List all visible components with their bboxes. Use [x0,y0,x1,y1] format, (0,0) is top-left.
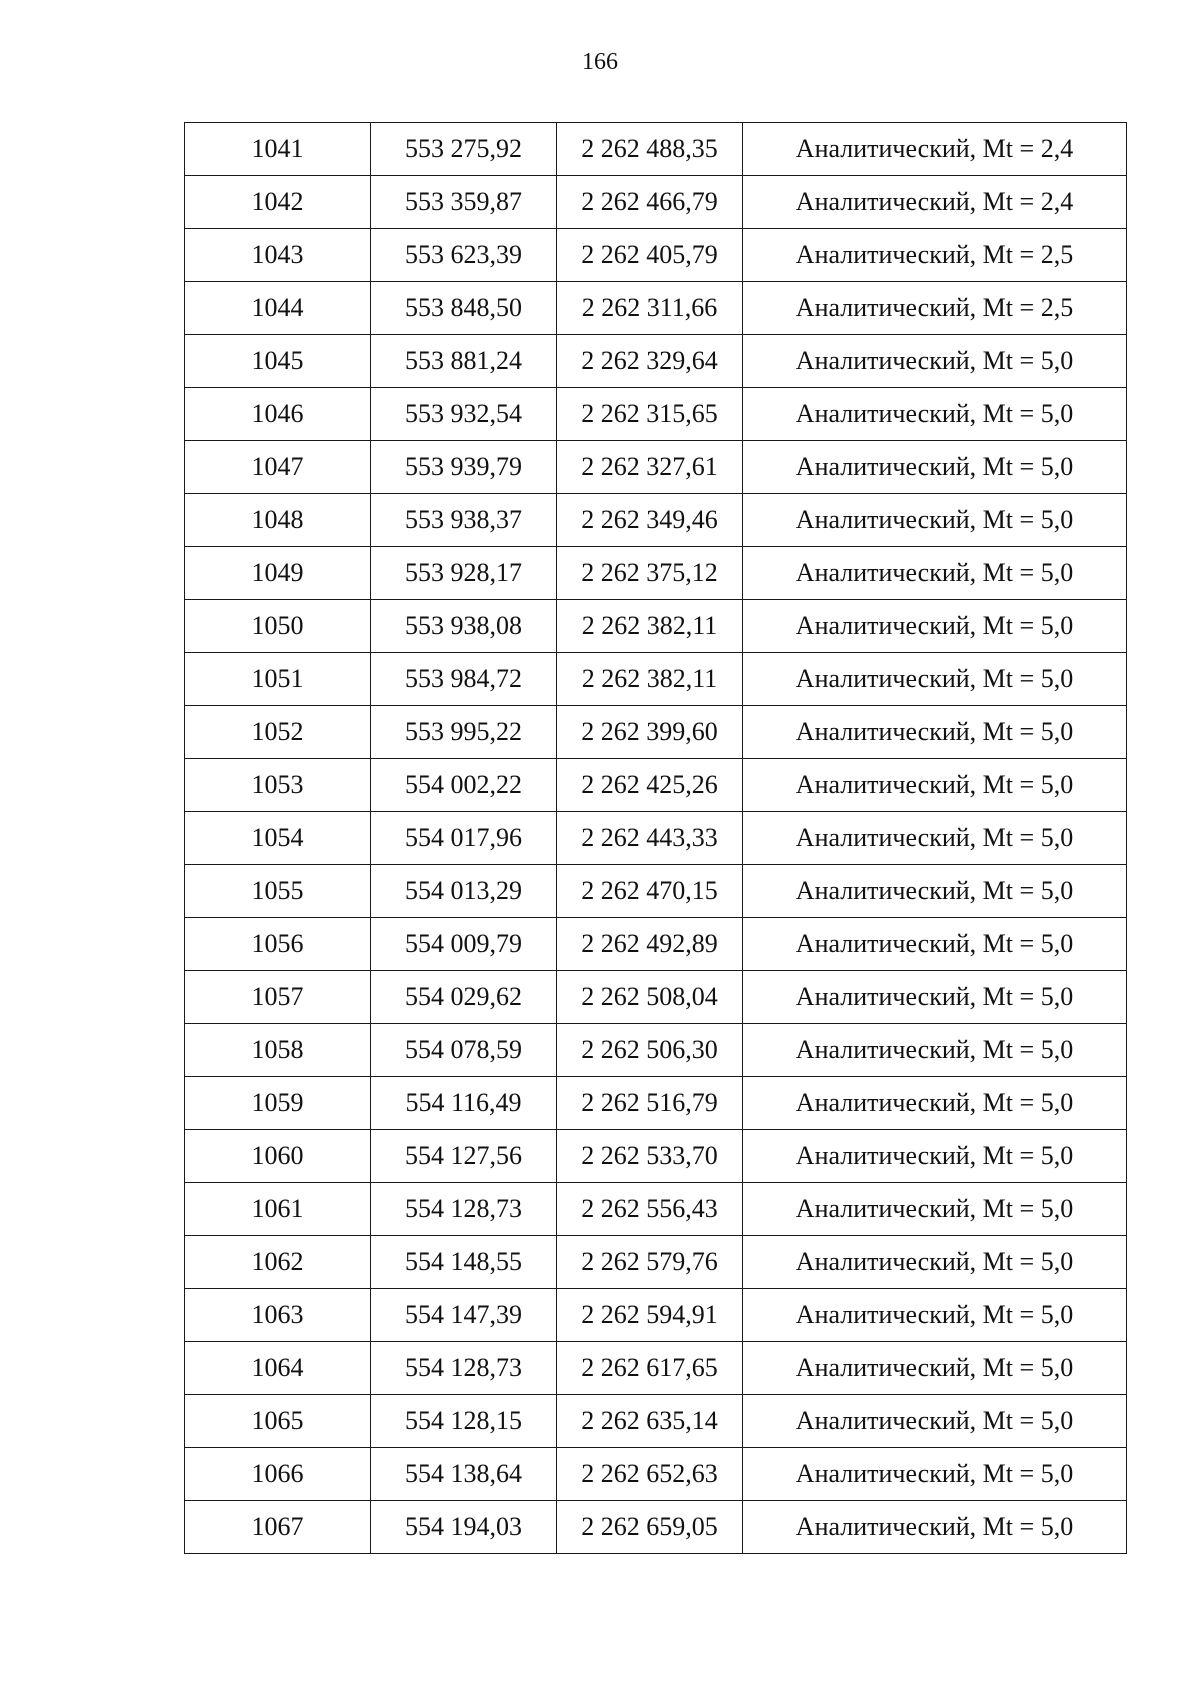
point-number-cell: 1050 [185,600,371,653]
method-cell: Аналитический, Mt = 5,0 [743,759,1127,812]
table-row [185,865,1127,918]
point-number-cell: 1064 [185,1342,371,1395]
y-coordinate-cell: 2 262 617,65 [557,1342,743,1395]
method-cell: Аналитический, Mt = 5,0 [743,1342,1127,1395]
method-cell: Аналитический, Mt = 5,0 [743,1077,1127,1130]
table-row [185,759,1127,812]
method-cell: Аналитический, Mt = 5,0 [743,706,1127,759]
method-cell: Аналитический, Mt = 5,0 [743,971,1127,1024]
point-number-cell: 1056 [185,918,371,971]
x-coordinate-cell: 554 078,59 [371,1024,557,1077]
point-number-cell: 1060 [185,1130,371,1183]
y-coordinate-cell: 2 262 443,33 [557,812,743,865]
point-number-cell: 1055 [185,865,371,918]
x-coordinate-cell: 553 995,22 [371,706,557,759]
y-coordinate-cell: 2 262 470,15 [557,865,743,918]
y-coordinate-cell: 2 262 516,79 [557,1077,743,1130]
method-cell: Аналитический, Mt = 5,0 [743,1289,1127,1342]
point-number-cell: 1059 [185,1077,371,1130]
y-coordinate-cell: 2 262 375,12 [557,547,743,600]
table-row [185,441,1127,494]
y-coordinate-cell: 2 262 556,43 [557,1183,743,1236]
x-coordinate-cell: 554 013,29 [371,865,557,918]
method-cell: Аналитический, Mt = 5,0 [743,1236,1127,1289]
table-row [185,1024,1127,1077]
method-cell: Аналитический, Mt = 5,0 [743,1183,1127,1236]
point-number-cell: 1065 [185,1395,371,1448]
y-coordinate-cell: 2 262 382,11 [557,600,743,653]
method-cell: Аналитический, Mt = 2,5 [743,229,1127,282]
point-number-cell: 1048 [185,494,371,547]
table-row [185,335,1127,388]
y-coordinate-cell: 2 262 382,11 [557,653,743,706]
method-cell: Аналитический, Mt = 5,0 [743,1130,1127,1183]
point-number-cell: 1052 [185,706,371,759]
table-row [185,1501,1127,1554]
x-coordinate-cell: 553 938,08 [371,600,557,653]
x-coordinate-cell: 553 938,37 [371,494,557,547]
table-row [185,812,1127,865]
point-number-cell: 1061 [185,1183,371,1236]
y-coordinate-cell: 2 262 329,64 [557,335,743,388]
point-number-cell: 1042 [185,176,371,229]
point-number-cell: 1041 [185,123,371,176]
method-cell: Аналитический, Mt = 2,4 [743,176,1127,229]
table-row [185,123,1127,176]
point-number-cell: 1053 [185,759,371,812]
y-coordinate-cell: 2 262 508,04 [557,971,743,1024]
y-coordinate-cell: 2 262 652,63 [557,1448,743,1501]
x-coordinate-cell: 553 984,72 [371,653,557,706]
point-number-cell: 1054 [185,812,371,865]
table-row [185,229,1127,282]
y-coordinate-cell: 2 262 399,60 [557,706,743,759]
table-row [185,918,1127,971]
y-coordinate-cell: 2 262 659,05 [557,1501,743,1554]
y-coordinate-cell: 2 262 506,30 [557,1024,743,1077]
y-coordinate-cell: 2 262 533,70 [557,1130,743,1183]
point-number-cell: 1047 [185,441,371,494]
method-cell: Аналитический, Mt = 5,0 [743,1501,1127,1554]
y-coordinate-cell: 2 262 492,89 [557,918,743,971]
method-cell: Аналитический, Mt = 5,0 [743,653,1127,706]
coordinates-table [184,122,1127,1554]
table-row [185,1236,1127,1289]
method-cell: Аналитический, Mt = 5,0 [743,1024,1127,1077]
x-coordinate-cell: 553 275,92 [371,123,557,176]
table-row [185,706,1127,759]
x-coordinate-cell: 554 138,64 [371,1448,557,1501]
x-coordinate-cell: 554 128,15 [371,1395,557,1448]
y-coordinate-cell: 2 262 315,65 [557,388,743,441]
table-row [185,1342,1127,1395]
table-row [185,1395,1127,1448]
x-coordinate-cell: 553 932,54 [371,388,557,441]
x-coordinate-cell: 553 939,79 [371,441,557,494]
x-coordinate-cell: 554 194,03 [371,1501,557,1554]
x-coordinate-cell: 554 127,56 [371,1130,557,1183]
x-coordinate-cell: 554 128,73 [371,1183,557,1236]
point-number-cell: 1057 [185,971,371,1024]
method-cell: Аналитический, Mt = 5,0 [743,918,1127,971]
x-coordinate-cell: 553 881,24 [371,335,557,388]
y-coordinate-cell: 2 262 349,46 [557,494,743,547]
y-coordinate-cell: 2 262 594,91 [557,1289,743,1342]
point-number-cell: 1058 [185,1024,371,1077]
x-coordinate-cell: 553 359,87 [371,176,557,229]
table-row [185,1130,1127,1183]
point-number-cell: 1045 [185,335,371,388]
method-cell: Аналитический, Mt = 5,0 [743,600,1127,653]
method-cell: Аналитический, Mt = 5,0 [743,494,1127,547]
y-coordinate-cell: 2 262 579,76 [557,1236,743,1289]
table-row [185,1077,1127,1130]
point-number-cell: 1051 [185,653,371,706]
table-row [185,494,1127,547]
x-coordinate-cell: 554 116,49 [371,1077,557,1130]
point-number-cell: 1046 [185,388,371,441]
point-number-cell: 1049 [185,547,371,600]
table-row [185,600,1127,653]
point-number-cell: 1062 [185,1236,371,1289]
method-cell: Аналитический, Mt = 5,0 [743,335,1127,388]
method-cell: Аналитический, Mt = 5,0 [743,865,1127,918]
x-coordinate-cell: 554 147,39 [371,1289,557,1342]
y-coordinate-cell: 2 262 635,14 [557,1395,743,1448]
y-coordinate-cell: 2 262 425,26 [557,759,743,812]
table-row [185,971,1127,1024]
table-row [185,1448,1127,1501]
point-number-cell: 1044 [185,282,371,335]
table-row [185,282,1127,335]
table-row [185,176,1127,229]
point-number-cell: 1066 [185,1448,371,1501]
x-coordinate-cell: 554 009,79 [371,918,557,971]
x-coordinate-cell: 553 623,39 [371,229,557,282]
page-number: 166 [582,49,618,75]
x-coordinate-cell: 553 848,50 [371,282,557,335]
y-coordinate-cell: 2 262 327,61 [557,441,743,494]
point-number-cell: 1043 [185,229,371,282]
x-coordinate-cell: 554 128,73 [371,1342,557,1395]
y-coordinate-cell: 2 262 488,35 [557,123,743,176]
method-cell: Аналитический, Mt = 5,0 [743,1448,1127,1501]
table-row [185,1183,1127,1236]
x-coordinate-cell: 553 928,17 [371,547,557,600]
method-cell: Аналитический, Mt = 5,0 [743,388,1127,441]
x-coordinate-cell: 554 029,62 [371,971,557,1024]
y-coordinate-cell: 2 262 466,79 [557,176,743,229]
table-row [185,388,1127,441]
coordinates-table-body [185,123,1127,1554]
method-cell: Аналитический, Mt = 2,5 [743,282,1127,335]
x-coordinate-cell: 554 148,55 [371,1236,557,1289]
method-cell: Аналитический, Mt = 5,0 [743,812,1127,865]
point-number-cell: 1063 [185,1289,371,1342]
x-coordinate-cell: 554 002,22 [371,759,557,812]
method-cell: Аналитический, Mt = 5,0 [743,1395,1127,1448]
table-row [185,547,1127,600]
x-coordinate-cell: 554 017,96 [371,812,557,865]
point-number-cell: 1067 [185,1501,371,1554]
method-cell: Аналитический, Mt = 5,0 [743,547,1127,600]
method-cell: Аналитический, Mt = 5,0 [743,441,1127,494]
table-row [185,653,1127,706]
table-row [185,1289,1127,1342]
y-coordinate-cell: 2 262 405,79 [557,229,743,282]
y-coordinate-cell: 2 262 311,66 [557,282,743,335]
method-cell: Аналитический, Mt = 2,4 [743,123,1127,176]
